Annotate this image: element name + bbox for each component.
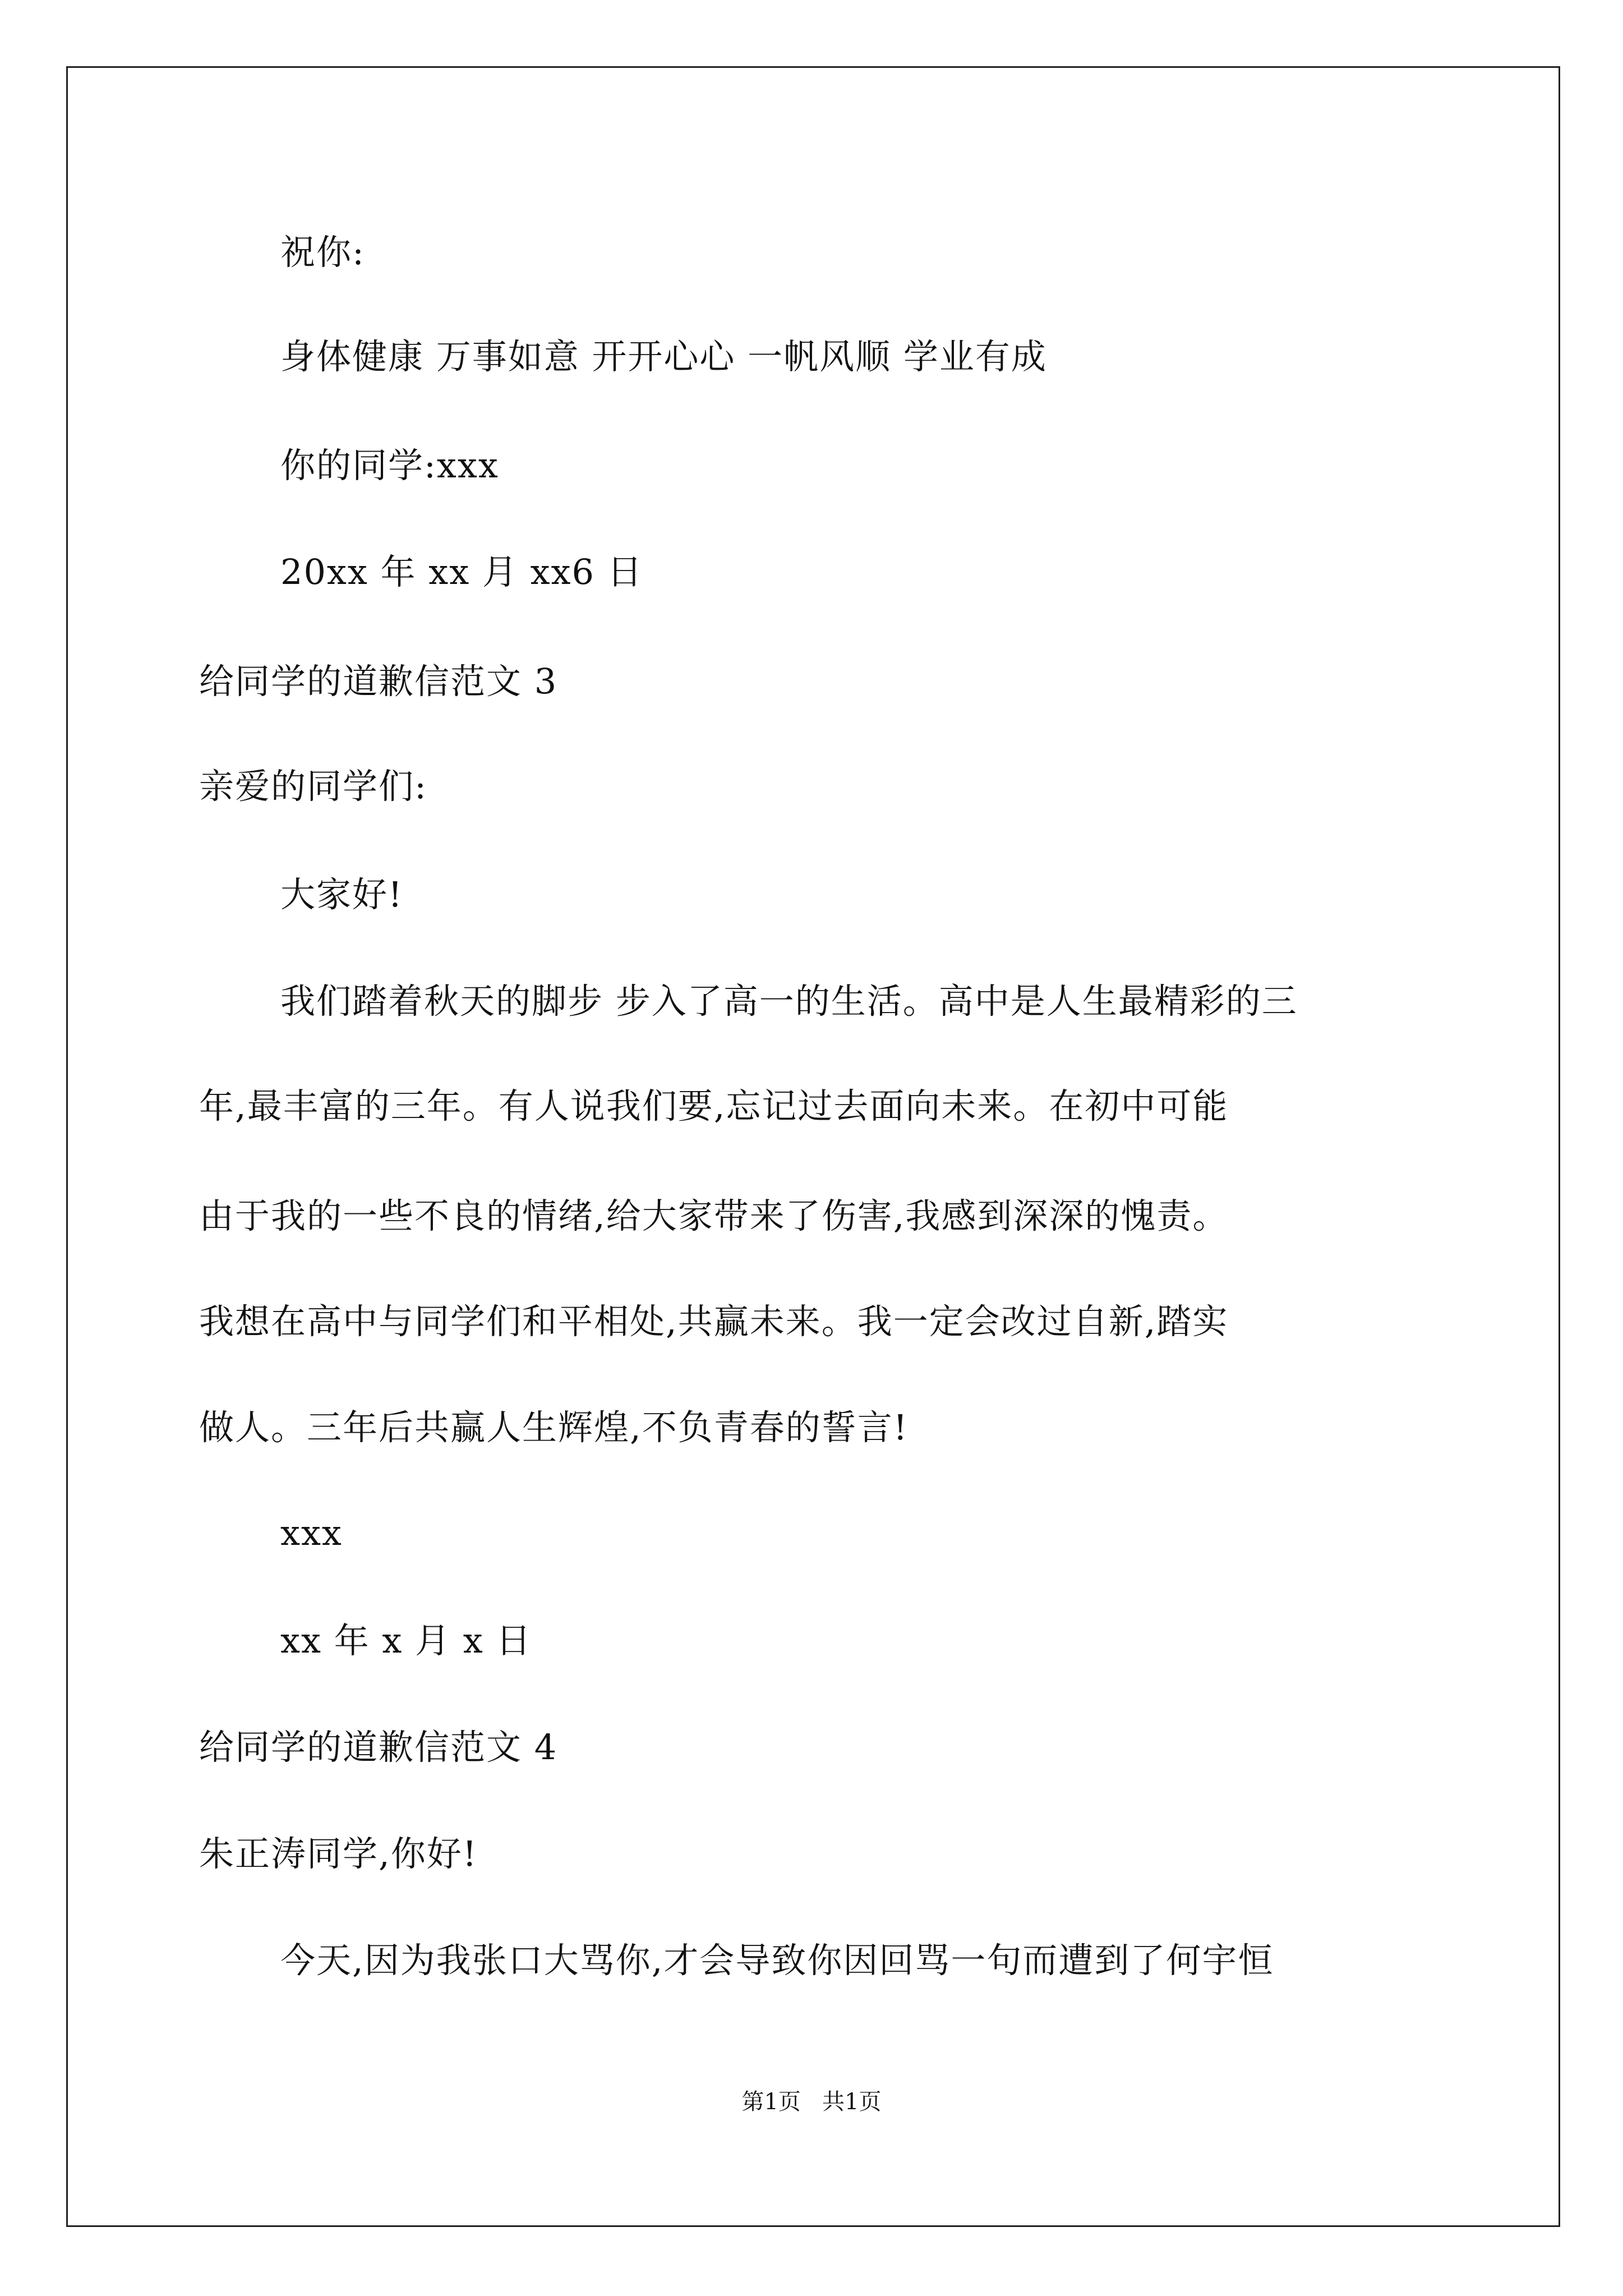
paragraph-line: 做人。三年后共赢人生辉煌,不负青春的誓言! xyxy=(199,1407,909,1448)
section-heading-3: 给同学的道歉信范文 3 xyxy=(199,661,558,702)
salutation-line: 亲爱的同学们: xyxy=(199,766,427,807)
paragraph-line: 我们踏着秋天的脚步 步入了高一的生活。高中是人生最精彩的三 xyxy=(280,981,1298,1022)
date-line: 20xx 年 xx 月 xx6 日 xyxy=(280,551,643,592)
wishes-line: 身体健康 万事如意 开开心心 一帆风顺 学业有成 xyxy=(280,336,1047,377)
paragraph-line: 今天,因为我张口大骂你,才会导致你因回骂一句而遭到了何宇恒 xyxy=(280,1940,1274,1981)
hello-line: 大家好! xyxy=(280,874,403,915)
signature-date: xx 年 x 月 x 日 xyxy=(280,1620,532,1661)
paragraph-line: 年,最丰富的三年。有人说我们要,忘记过去面向未来。在初中可能 xyxy=(199,1085,1229,1126)
greeting-line: 祝你: xyxy=(280,232,365,273)
page-border xyxy=(66,66,1560,2227)
page-footer: 第1页 共1页 xyxy=(741,2089,882,2115)
section-heading-4: 给同学的道歉信范文 4 xyxy=(199,1727,558,1768)
salutation-line: 朱正涛同学,你好! xyxy=(199,1833,478,1874)
signature-line: 你的同学:xxx xyxy=(280,445,499,486)
signature-name: xxx xyxy=(280,1512,343,1553)
paragraph-line: 我想在高中与同学们和平相处,共赢未来。我一定会改过自新,踏实 xyxy=(199,1301,1229,1342)
paragraph-line: 由于我的一些不良的情绪,给大家带来了伤害,我感到深深的愧责。 xyxy=(199,1195,1229,1236)
